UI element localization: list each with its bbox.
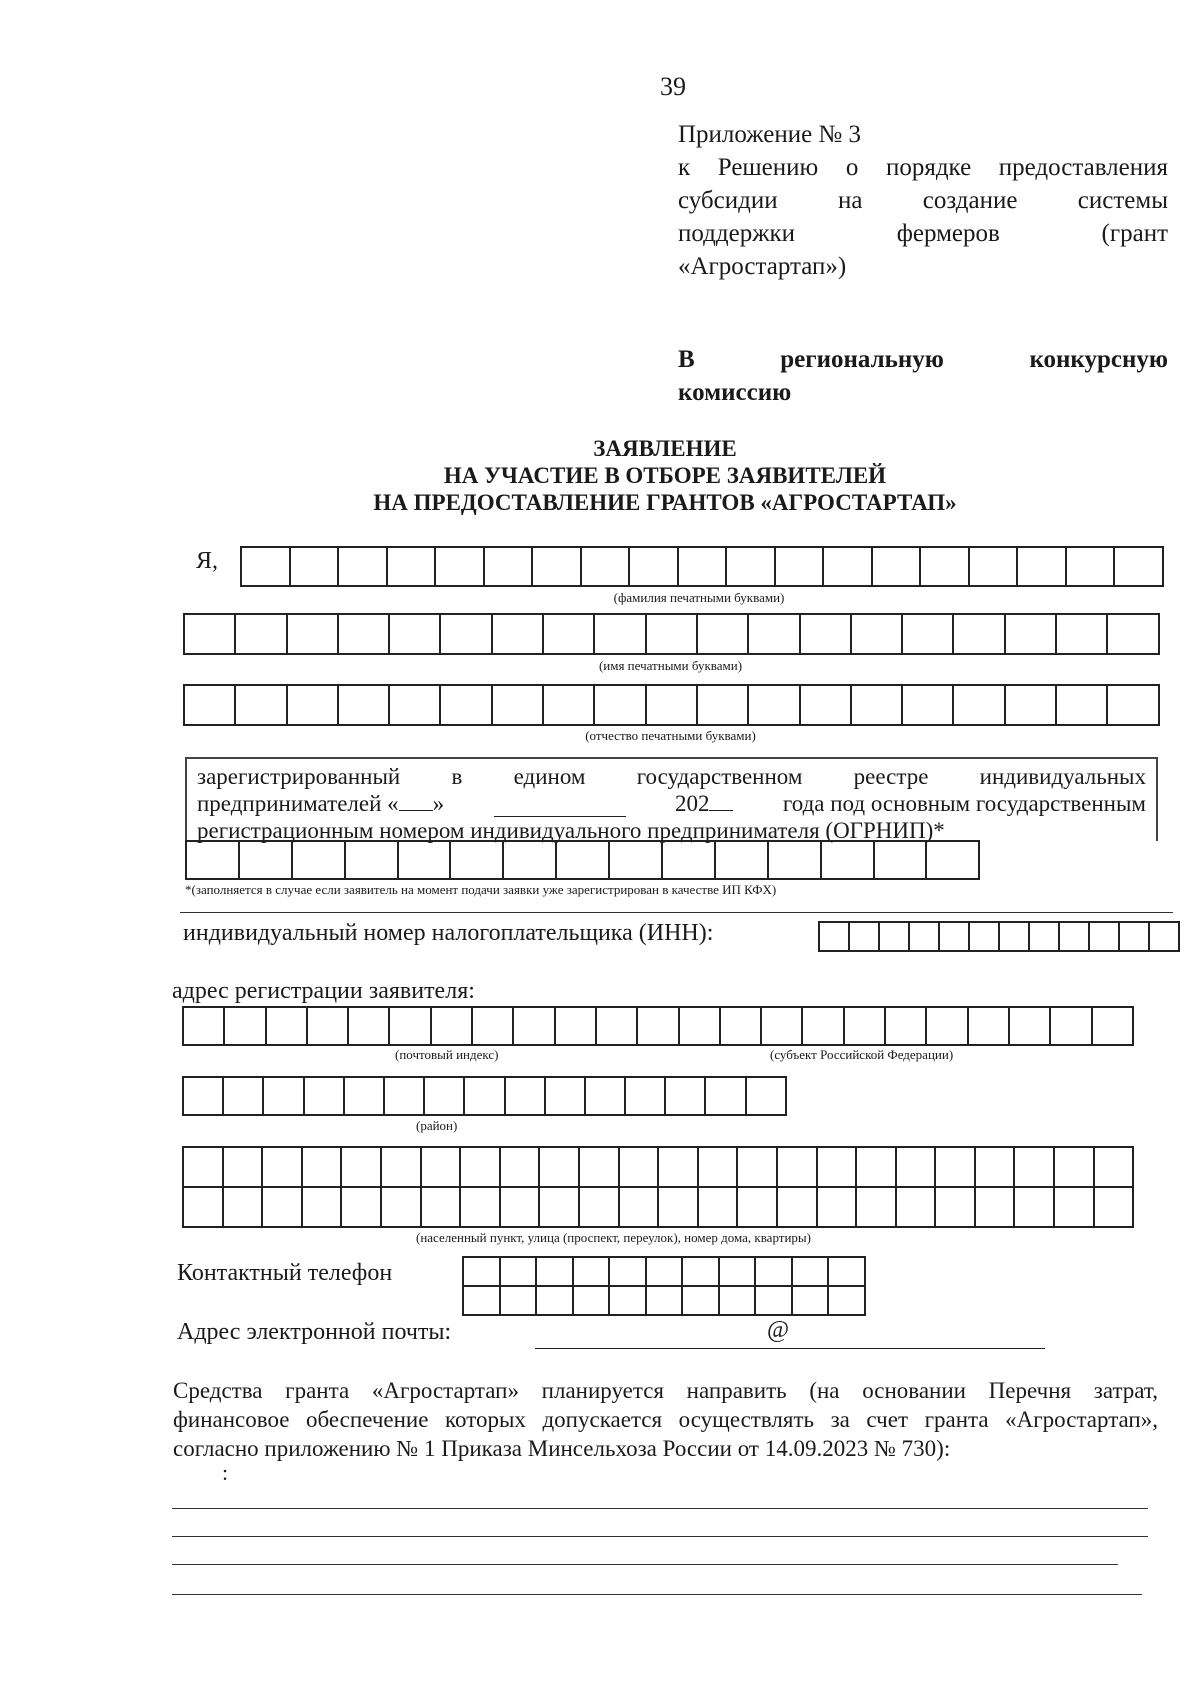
name-caption: (имя печатными буквами) [598, 658, 743, 673]
char-box[interactable] [852, 684, 903, 726]
registration-footnote: *(заполняется в случае если заявитель на момент подачи заявки уже зарегистрирован в качестве ИП КФХ) [185, 882, 777, 897]
char-box[interactable] [1095, 1146, 1135, 1188]
char-box[interactable] [441, 613, 492, 655]
street-boxes-row-1[interactable] [182, 1146, 1134, 1188]
char-box[interactable] [342, 1146, 382, 1188]
char-box[interactable] [698, 684, 749, 726]
appendix-header [678, 118, 1168, 283]
inn-boxes[interactable] [818, 921, 1180, 952]
char-box[interactable] [595, 613, 646, 655]
char-box[interactable] [875, 840, 928, 880]
char-box[interactable] [184, 1076, 224, 1116]
char-box[interactable] [852, 613, 903, 655]
registration-line-2d: года под основным государственным [782, 791, 1146, 816]
surname-caption: (фамилия печатными буквами) [613, 590, 785, 605]
char-box[interactable] [342, 1186, 382, 1228]
char-box[interactable] [647, 1285, 684, 1316]
char-box[interactable] [388, 546, 437, 587]
char-box[interactable] [683, 1256, 720, 1287]
char-box[interactable] [936, 1146, 976, 1188]
char-box[interactable] [224, 1076, 264, 1116]
char-box[interactable] [422, 1146, 462, 1188]
char-box[interactable] [720, 1256, 757, 1287]
funds-line-blank[interactable] [172, 1536, 1148, 1537]
char-box[interactable] [514, 1006, 555, 1046]
char-box[interactable] [461, 1146, 501, 1188]
char-box[interactable] [540, 1146, 580, 1188]
char-box[interactable] [385, 1076, 425, 1116]
char-box[interactable] [969, 1006, 1010, 1046]
char-box[interactable] [716, 840, 769, 880]
char-box[interactable] [1015, 1146, 1055, 1188]
char-box[interactable] [485, 546, 534, 587]
char-box[interactable] [721, 1006, 762, 1046]
month-blank[interactable] [494, 790, 626, 817]
appendix-line: субсидии на создание системы [678, 187, 1168, 214]
char-box[interactable] [263, 1186, 303, 1228]
char-box[interactable] [288, 613, 339, 655]
char-box[interactable] [1006, 684, 1057, 726]
char-box[interactable] [936, 1186, 976, 1228]
char-box[interactable] [349, 1006, 390, 1046]
char-box[interactable] [580, 1146, 620, 1188]
char-box[interactable] [1150, 921, 1180, 952]
char-box[interactable] [184, 1146, 224, 1188]
char-box[interactable] [762, 1006, 803, 1046]
char-box[interactable] [533, 546, 582, 587]
appendix-line: к Решению о порядке предоставления [678, 154, 1168, 181]
char-box[interactable] [976, 1146, 1016, 1188]
char-box[interactable] [390, 684, 441, 726]
char-box[interactable] [501, 1186, 541, 1228]
char-box[interactable] [679, 546, 728, 587]
char-box[interactable] [620, 1186, 660, 1228]
char-box[interactable] [465, 1076, 505, 1116]
surname-boxes[interactable] [240, 546, 1164, 587]
char-box[interactable] [464, 1256, 501, 1287]
char-box[interactable] [595, 684, 646, 726]
char-box[interactable] [970, 546, 1019, 587]
char-box[interactable] [501, 1285, 538, 1316]
postal-and-subject-boxes[interactable] [182, 1006, 1134, 1046]
char-box[interactable] [293, 840, 346, 880]
char-box[interactable] [954, 684, 1005, 726]
char-box[interactable] [546, 1076, 586, 1116]
funds-statement [173, 1376, 1158, 1463]
char-box[interactable] [1057, 684, 1108, 726]
char-box[interactable] [756, 1285, 793, 1316]
char-box[interactable] [818, 1186, 858, 1228]
char-box[interactable] [1015, 1186, 1055, 1228]
char-box[interactable] [857, 1186, 897, 1228]
char-box[interactable] [1067, 546, 1116, 587]
char-box[interactable] [747, 1076, 787, 1116]
patronymic-boxes[interactable] [183, 684, 1160, 726]
char-box[interactable] [236, 684, 287, 726]
char-box[interactable] [574, 1256, 611, 1287]
divider-line [180, 912, 1173, 913]
char-box[interactable] [556, 1006, 597, 1046]
char-box[interactable] [425, 1076, 465, 1116]
char-box[interactable] [680, 1006, 721, 1046]
char-box[interactable] [263, 1146, 303, 1188]
char-box[interactable] [647, 684, 698, 726]
char-box[interactable] [903, 684, 954, 726]
subject-caption: (субъект Российской Федерации) [770, 1047, 954, 1062]
registration-line-3: регистрационным номером индивидуального предпринимателя (ОГРНИП)* [197, 818, 945, 843]
char-box[interactable] [820, 921, 850, 952]
char-box[interactable] [683, 1285, 720, 1316]
char-box[interactable] [240, 840, 293, 880]
char-box[interactable] [461, 1186, 501, 1228]
char-box[interactable] [346, 840, 399, 880]
char-box[interactable] [1006, 613, 1057, 655]
appendix-line: Приложение № 3 [678, 121, 862, 148]
email-at-sign: @ [767, 1317, 790, 1343]
char-box[interactable] [776, 546, 825, 587]
char-box[interactable] [857, 1146, 897, 1188]
char-box[interactable] [185, 613, 236, 655]
title-line: ЗАЯВЛЕНИЕ [593, 436, 737, 461]
char-box[interactable] [185, 684, 236, 726]
char-box[interactable] [769, 840, 822, 880]
char-box[interactable] [903, 613, 954, 655]
char-box[interactable] [473, 1006, 514, 1046]
registration-line-2b: » [432, 791, 445, 816]
char-box[interactable] [303, 1186, 343, 1228]
title-line: НА ПРЕДОСТАВЛЕНИЕ ГРАНТОВ «АГРОСТАРТАП» [373, 490, 957, 515]
char-box[interactable] [225, 1006, 266, 1046]
char-box[interactable] [537, 1256, 574, 1287]
char-box[interactable] [897, 1146, 937, 1188]
char-box[interactable] [345, 1076, 385, 1116]
name-boxes[interactable] [183, 613, 1160, 655]
char-box[interactable] [1095, 1186, 1135, 1228]
char-box[interactable] [432, 1006, 473, 1046]
appendix-line: «Агростартап») [678, 253, 847, 280]
appendix-line: поддержки фермеров (грант [678, 220, 1168, 247]
char-box[interactable] [666, 1076, 706, 1116]
char-box[interactable] [610, 1285, 647, 1316]
registration-line-2a: предпринимателей « [197, 791, 399, 816]
char-box[interactable] [441, 684, 492, 726]
char-box[interactable] [940, 921, 970, 952]
char-box[interactable] [464, 1285, 501, 1316]
char-box[interactable] [880, 921, 910, 952]
email-field[interactable] [535, 1348, 1045, 1349]
char-box[interactable] [390, 1006, 431, 1046]
char-box[interactable] [339, 684, 390, 726]
char-box[interactable] [540, 1186, 580, 1228]
char-box[interactable] [818, 1146, 858, 1188]
addressee-line: комиссию [678, 379, 792, 406]
char-box[interactable] [1055, 1186, 1095, 1228]
char-box[interactable] [574, 1285, 611, 1316]
street-boxes-row-2[interactable] [182, 1186, 1134, 1228]
char-box[interactable] [927, 1006, 968, 1046]
char-box[interactable] [1108, 684, 1159, 726]
char-box[interactable] [308, 1006, 349, 1046]
char-box[interactable] [506, 1076, 546, 1116]
char-box[interactable] [422, 1186, 462, 1228]
char-box[interactable] [630, 546, 679, 587]
char-box[interactable] [778, 1186, 818, 1228]
char-box[interactable] [886, 1006, 927, 1046]
char-box[interactable] [580, 1186, 620, 1228]
char-box[interactable] [390, 613, 441, 655]
char-box[interactable] [647, 1256, 684, 1287]
char-box[interactable] [187, 840, 240, 880]
applicant-prefix: Я, [196, 548, 219, 574]
char-box[interactable] [756, 1256, 793, 1287]
char-box[interactable] [927, 840, 980, 880]
char-box[interactable] [267, 1006, 308, 1046]
char-box[interactable] [793, 1285, 830, 1316]
ogrnip-boxes[interactable] [185, 840, 980, 880]
char-box[interactable] [801, 684, 852, 726]
char-box[interactable] [501, 1146, 541, 1188]
registration-line-1: зарегистрированный в едином государственном реестре индивидуальных [197, 764, 1146, 789]
char-box[interactable] [305, 1076, 345, 1116]
char-box[interactable] [850, 921, 880, 952]
char-box[interactable] [626, 1076, 666, 1116]
page-number: 39 [660, 72, 686, 101]
char-box[interactable] [749, 613, 800, 655]
inn-label: индивидуальный номер налогоплательщика (ИНН): [183, 920, 714, 946]
char-box[interactable] [1060, 921, 1090, 952]
char-box[interactable] [1115, 546, 1164, 587]
phone-boxes-row-1[interactable] [462, 1256, 866, 1287]
char-box[interactable] [501, 1256, 538, 1287]
patronymic-caption: (отчество печатными буквами) [585, 728, 756, 743]
char-box[interactable] [339, 546, 388, 587]
form-title [0, 435, 1200, 516]
char-box[interactable] [610, 1256, 647, 1287]
char-box[interactable] [801, 613, 852, 655]
char-box[interactable] [803, 1006, 844, 1046]
char-box[interactable] [822, 840, 875, 880]
char-box[interactable] [597, 1006, 638, 1046]
char-box[interactable] [1000, 921, 1030, 952]
char-box[interactable] [620, 1146, 660, 1188]
char-box[interactable] [706, 1076, 746, 1116]
title-line: НА УЧАСТИЕ В ОТБОРЕ ЗАЯВИТЕЛЕЙ [443, 463, 887, 488]
char-box[interactable] [699, 1186, 739, 1228]
char-box[interactable] [1120, 921, 1150, 952]
district-boxes[interactable] [182, 1076, 787, 1116]
funds-line-1: Средства гранта «Агростартап» планируется направить (на основании Перечня затрат, [173, 1378, 1158, 1403]
funds-line-blank[interactable] [172, 1508, 1148, 1509]
char-box[interactable] [224, 1146, 264, 1188]
char-box[interactable] [1057, 613, 1108, 655]
char-box[interactable] [1055, 1146, 1095, 1188]
char-box[interactable] [537, 1285, 574, 1316]
char-box[interactable] [829, 1285, 866, 1316]
funds-line-blank[interactable] [172, 1594, 1142, 1595]
char-box[interactable] [382, 1146, 422, 1188]
char-box[interactable] [586, 1076, 626, 1116]
street-caption: (населенный пункт, улица (проспект, переулок), номер дома, квартиры) [416, 1230, 811, 1245]
char-box[interactable] [873, 546, 922, 587]
char-box[interactable] [921, 546, 970, 587]
char-box[interactable] [910, 921, 940, 952]
funds-line-blank[interactable] [172, 1564, 1118, 1565]
char-box[interactable] [824, 546, 873, 587]
char-box[interactable] [493, 613, 544, 655]
char-box[interactable] [897, 1186, 937, 1228]
addressee-line: В региональную конкурсную [678, 346, 1168, 373]
char-box[interactable] [264, 1076, 304, 1116]
char-box[interactable] [1093, 1006, 1134, 1046]
phone-boxes-row-2[interactable] [462, 1285, 866, 1316]
char-box[interactable] [778, 1146, 818, 1188]
char-box[interactable] [582, 546, 631, 587]
char-box[interactable] [1090, 921, 1120, 952]
char-box[interactable] [793, 1256, 830, 1287]
funds-line-3: согласно приложению № 1 Приказа Минсельхоза России от 14.09.2023 № 730): [173, 1436, 951, 1461]
char-box[interactable] [544, 613, 595, 655]
char-box[interactable] [504, 840, 557, 880]
char-box[interactable] [659, 1146, 699, 1188]
char-box[interactable] [698, 613, 749, 655]
registration-line-2c: 202 [674, 791, 710, 816]
char-box[interactable] [954, 613, 1005, 655]
char-box[interactable] [720, 1285, 757, 1316]
char-box[interactable] [339, 613, 390, 655]
char-box[interactable] [638, 1006, 679, 1046]
addressee [678, 343, 1168, 409]
char-box[interactable] [829, 1256, 866, 1287]
char-box[interactable] [493, 684, 544, 726]
char-box[interactable] [544, 684, 595, 726]
char-box[interactable] [1051, 1006, 1092, 1046]
char-box[interactable] [399, 840, 452, 880]
char-box[interactable] [224, 1186, 264, 1228]
char-box[interactable] [738, 1186, 778, 1228]
email-label: Адрес электронной почты: [177, 1319, 452, 1345]
char-box[interactable] [1018, 546, 1067, 587]
char-box[interactable] [382, 1186, 422, 1228]
char-box[interactable] [557, 840, 610, 880]
phone-label: Контактный телефон [177, 1260, 393, 1286]
day-blank[interactable] [399, 810, 433, 811]
funds-line-2: финансовое обеспечение которых допускается осуществлять за счет гранта «Агростартап», [173, 1407, 1158, 1432]
char-box[interactable] [184, 1186, 224, 1228]
char-box[interactable] [659, 1186, 699, 1228]
char-box[interactable] [1108, 613, 1159, 655]
char-box[interactable] [727, 546, 776, 587]
char-box[interactable] [970, 921, 1000, 952]
postal-caption: (почтовый индекс) [395, 1047, 499, 1062]
char-box[interactable] [845, 1006, 886, 1046]
address-label: адрес регистрации заявителя: [172, 978, 475, 1004]
char-box[interactable] [288, 684, 339, 726]
char-box[interactable] [1030, 921, 1060, 952]
registration-statement [185, 757, 1158, 841]
char-box[interactable] [303, 1146, 343, 1188]
year-blank[interactable] [709, 810, 733, 811]
char-box[interactable] [236, 613, 287, 655]
char-box[interactable] [699, 1146, 739, 1188]
funds-colon: : [222, 1460, 229, 1485]
char-box[interactable] [647, 613, 698, 655]
char-box[interactable] [291, 546, 340, 587]
char-box[interactable] [436, 546, 485, 587]
char-box[interactable] [749, 684, 800, 726]
char-box[interactable] [663, 840, 716, 880]
char-box[interactable] [1010, 1006, 1051, 1046]
char-box[interactable] [738, 1146, 778, 1188]
char-box[interactable] [184, 1006, 225, 1046]
char-box[interactable] [242, 546, 291, 587]
district-caption: (район) [416, 1118, 458, 1133]
char-box[interactable] [976, 1186, 1016, 1228]
char-box[interactable] [610, 840, 663, 880]
char-box[interactable] [451, 840, 504, 880]
